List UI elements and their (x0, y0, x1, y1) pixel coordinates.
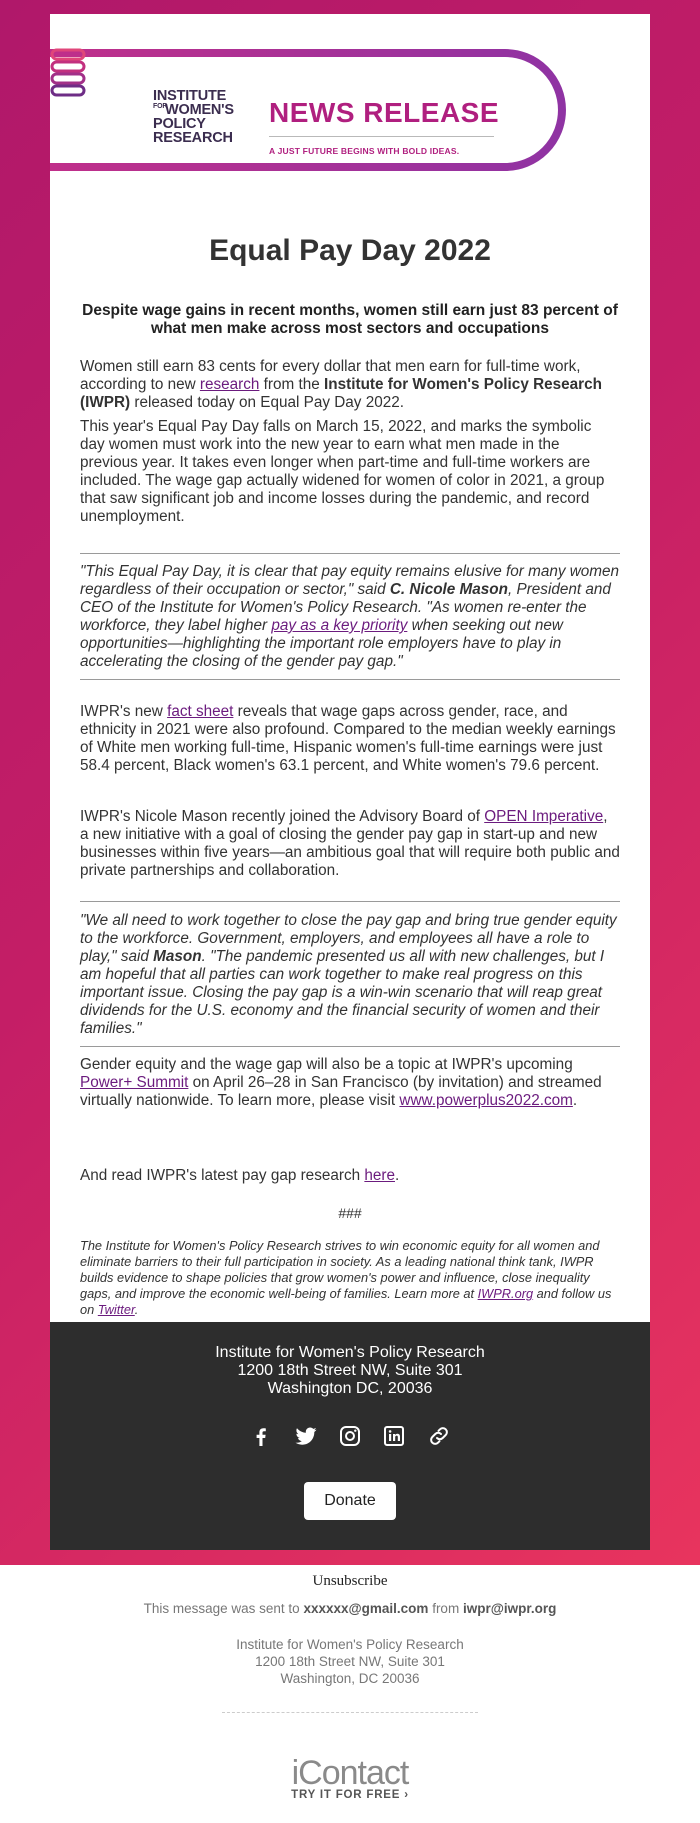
org-address: Institute for Women's Policy Research 1200 18th Street NW, Suite 301 Washington DC, 20036 (215, 1344, 485, 1397)
sent-to-notice: This message was sent to xxxxxx@gmail.com from iwpr@iwpr.org (143, 1601, 557, 1616)
paragraph-power-summit: Gender equity and the wage gap will also be a topic at IWPR's upcoming Power+ Summit on April 26–28 in San Francisco (by invitation) and streamed virtually nationwide. To learn more, please visit www.powerplus2022.com. (80, 1056, 602, 1109)
powerplus-link[interactable]: www.powerplus2022.com (399, 1092, 573, 1109)
research-link[interactable]: research (199, 376, 260, 393)
org-footer (50, 1322, 650, 1550)
banner-tagline: A JUST FUTURE BEGINS WITH BOLD IDEAS. (269, 146, 460, 156)
icontact-badge[interactable] (0, 1754, 700, 1801)
paragraph-equal-pay-day: This year's Equal Pay Day falls on March 15, 2022, and marks the symbolic day women must work into the new year to earn what men made in the previous year. It takes even longer when part-time and full-time workers are included. The wage gap actually widened for women of color in 2021, a group that saw significant job and income losses during the pandemic, and record unemployment. (80, 418, 605, 525)
instagram-icon[interactable] (338, 1424, 362, 1448)
twitter-icon[interactable] (294, 1424, 318, 1448)
news-release-title: NEWS RELEASE (269, 97, 500, 128)
quote-divider-bottom (80, 679, 620, 680)
paragraph-fact-sheet: IWPR's new fact sheet reveals that wage gaps across gender, race, and ethnicity in 2021 were also profound. Compared to the median weekly earnings of White men working full-time, Hispanic women's full-time earnings were just 58.4 percent, Black women's 63.1 percent, and White women's 79.6 percent. (80, 703, 616, 774)
paragraph-intro: Women still earn 83 cents for every dollar that men earn for full-time work, according to new research from the Institute for Women's Policy Research (IWPR) released today on Equal Pay Day 2022. (80, 358, 602, 411)
here-link[interactable]: here (364, 1167, 395, 1184)
paragraph-read-research: And read IWPR's latest pay gap research here. (80, 1167, 400, 1184)
end-marker: ### (338, 1205, 362, 1221)
iwpr-logo-text: INSTITUTE FORWOMEN'S POLICY RESEARCH (153, 88, 234, 146)
twitter-link[interactable]: Twitter (97, 1302, 135, 1317)
iwpr-logo-icon (50, 48, 88, 98)
icontact-tagline: TRY IT FOR FREE › (291, 1789, 409, 1801)
quote2-divider-bottom (80, 1046, 620, 1047)
donate-button[interactable]: Donate (304, 1482, 396, 1520)
quote2-divider-top (80, 901, 620, 902)
unsubscribe-link[interactable]: Unsubscribe (312, 1573, 388, 1589)
email-card (50, 14, 650, 1550)
quote-divider-top (80, 553, 620, 554)
footer-divider (222, 1712, 478, 1713)
open-imperative-link[interactable]: OPEN Imperative (484, 808, 604, 825)
pay-priority-link[interactable]: pay as a key priority (271, 617, 408, 634)
quote-mason: "This Equal Pay Day, it is clear that pay equity remains elusive for many women regardless of their occupation or sector," said C. Nicole Mason, President and CEO of the Institute for Women's Policy Research. "As women re-enter the workforce, they label higher pay as a key priority when seeking out new opportunities—highlighting the important role employers have to play in accelerating the closing of the gender pay gap." (80, 563, 620, 670)
linkedin-icon[interactable] (382, 1424, 406, 1448)
paragraph-open-imperative: IWPR's Nicole Mason recently joined the Advisory Board of OPEN Imperative, a new initiative with a goal of closing the gender pay gap in start-up and new businesses within five years—an ambitious goal that will require both public and private partnerships and collaboration. (80, 808, 620, 879)
social-links (50, 1424, 650, 1448)
iwpr-org-link[interactable]: IWPR.org (477, 1286, 534, 1301)
link-icon[interactable] (427, 1424, 451, 1448)
icontact-logo: iContact (291, 1754, 409, 1792)
about-iwpr: The Institute for Women's Policy Research strives to win economic equity for all women and eliminate barriers to their full participation in society. As a leading national think tank, IWPR builds evidence to shape policies that grow women's power and influence, close inequality gaps, and improve the economic well-being of families. Learn more at IWPR.org and follow us on Twitter. (80, 1238, 612, 1317)
facebook-icon[interactable] (249, 1424, 273, 1448)
sender-address: Institute for Women's Policy Research 1200 18th Street NW, Suite 301 Washington, DC 20036 (236, 1637, 464, 1686)
quote-mason-2: "We all need to work together to close the pay gap and bring true gender equity to the workforce. Government, employers, and employees all have a role to play," said Mason. "The pandemic presented us all with new challenges, but I am hopeful that all parties can work together to make real progress on this important issue. Closing the pay gap is a win-win scenario that will reap great dividends for the U.S. economy and the financial security of women and their families." (80, 912, 617, 1037)
article-subtitle: Despite wage gains in recent months, women still earn just 83 percent of what men make across most sectors and occupations (82, 302, 618, 337)
power-summit-link[interactable]: Power+ Summit (80, 1074, 189, 1091)
article-title: Equal Pay Day 2022 (209, 234, 491, 267)
fact-sheet-link[interactable]: fact sheet (167, 703, 234, 720)
banner-divider (269, 136, 494, 137)
news-release-banner (50, 48, 577, 172)
